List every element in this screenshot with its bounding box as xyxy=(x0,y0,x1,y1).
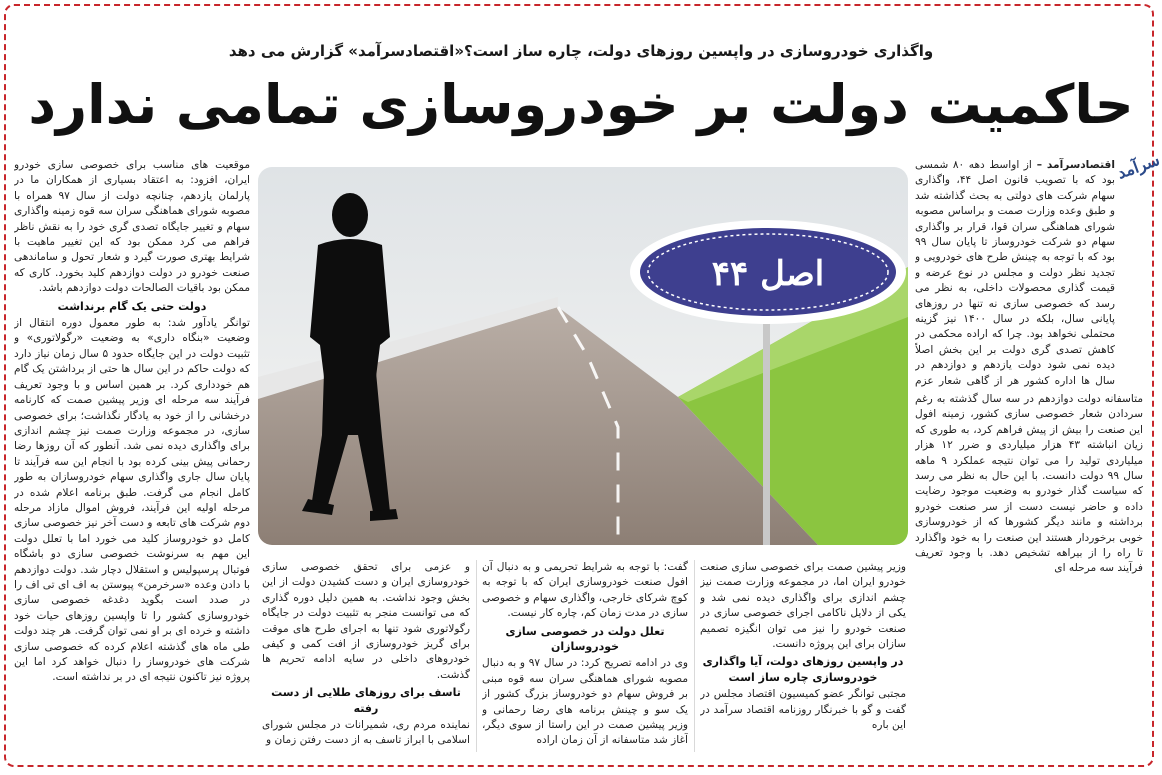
road-illustration xyxy=(258,167,908,545)
bottom-column-2-text-2: وی در ادامه تصریح کرد: در سال ۹۷ و به دنبال مصوبه شورای هماهنگی سران سه قوه مبنی بر فروش سهام دو خودروساز بزرگ کشور از یک سو و چینش برنامه های رضا رحمانی و وزیر پیشین صمت در این راستا از سوی دیگر، آغاز شد متاسفانه از آن زمان اراده xyxy=(482,657,688,747)
sign-pole xyxy=(763,317,770,545)
bottom-column-2-heading: تعلل دولت در خصوصی سازی خودروسازان xyxy=(505,624,665,654)
bottom-column-3 xyxy=(262,560,470,756)
bottom-column-1-text-2: مجتبی توانگر عضو کمیسیون اقتصاد مجلس در گفت و گو با خبرنگار روزنامه اقتصاد سرآمد در این باره xyxy=(700,688,906,732)
article-lead: اقتصادسرآمد – xyxy=(1031,159,1115,171)
bottom-column-3-text-1: و عزمی برای تحقق خصوصی سازی خودروسازی ایران و دست کشیدن دولت از این بخش وجود نداشت. به همین دلیل دوره گذاری که می توانست منجر به تثبیت دولت در جایگاه رگولاتوری شود تنها به اجرای طرح های موقت برای گریز خودروسازی از افت کمی و کیفی خودروهای داخلی در سایه ادامه تحریم ها گذشت. xyxy=(262,561,470,681)
left-column xyxy=(14,158,250,756)
bottom-column-3-text-2: نماینده مردم ری، شمیرانات در مجلس شورای اسلامی با ابراز تاسف به از دست رفتن زمان و xyxy=(262,719,470,747)
kicker: واگذاری خودروسازی در واپسین روزهای دولت، چاره ساز است؟«اقتصادسرآمد» گزارش می دهد xyxy=(228,42,934,60)
bottom-column-1 xyxy=(700,560,906,756)
right-column xyxy=(915,158,1115,390)
article-photo xyxy=(258,167,908,545)
left-column-text-2: توانگر یادآور شد: به طور معمول دوره انتقال از وضعیت «بنگاه داری» به وضعیت «رگولاتوری» و تثبیت دولت در این جایگاه حدود ۵ سال زمان نیاز دارد که دولت حاکم در این سال ها حتی از برداشتن یک گام هم خودداری کرد. بر همین اساس و با وجود تعریف فرآیند سه مرحله ای وزیر پیشین صمت که کارنامه درخشانی را از خود به یادگار نگذاشت؛ برای خصوصی سازی، در مجموعه وزارت صمت نیز چشم اندازی برای واگذاری دیده نمی شد. آنطور که آن روزها رضا رحمانی پیش بینی کرده بود با انجام این سه فرآیند تا پایان سال جاری واگذاری سهام خودروسازان به طور کامل انجام می گرفت. طبق برنامه اعلام شده در مرحله اولیه این فرآیند، فروش اموال مازاد مرحله دوم شرکت های تابعه و دست آخر نیز خصوصی سازی کامل دو خودروساز کلید می خورد اما با تعلل دولت این مهم به سرنوشت خصوصی سازی دو باشگاه فوتبال پرسپولیس و استقلال دچار شد. دولت دوازدهم با دادن وعده «سرخرمن» پیوستن به اف ای تی اف را در صدد است بگوید دغدغه خصوصی سازی خودروسازی کشور را تا واپسین روزهای حیات خود داشته و خرده ای بر او نمی توان گرفت. هر چند دولت طی ماه های گذشته اعلام کرده که خصوصی سازی شرکت های خودروساز را دنبال خواهد کرد اما این پروژه نیز تاکنون نتیجه ای در بر نداشته است. xyxy=(14,317,250,684)
bottom-column-1-text-1: وزیر پیشین صمت برای خصوصی سازی صنعت خودرو ایران اما، در مجموعه وزارت صمت نیز چشم اندازی برای واگذاری دیده نمی شد و یکی از دلایل ناکامی اجرای خصوصی سازی در صنعت خودرو را نیز می توان انگیزه تصمیم سازان برای این پروژه دانست. xyxy=(700,561,906,651)
left-column-text-1: موقعیت های مناسب برای خصوصی سازی خودرو ایران، افزود: به اعتقاد بسیاری از همکاران ما در پارلمان یازدهم، چنانچه دولت از سال ۹۷ همراه با مصوبه شورای هماهنگی سران سه قوه زمینه واگذاری سهام و تغییر جایگاه تصدی گری خود را به نقش ناظر فراهم می کرد ممکن بود که این تغییر ماهیت با شرایط بهتری صورت گیرد و شعار تحول و ساماندهی صنعت خودرو در دولت دوازدهم کلید بخورد. کاری که ممکن بود باقیات الصالحات دولت دوازدهم باشد. xyxy=(14,159,250,295)
right-column-text-2: متاسفانه دولت دوازدهم در سه سال گذشته به رغم سردادن شعار خصوصی سازی کشور، زمینه افول این صنعت را بیش از پیش فراهم کرد، به طوری که زیان انباشته ۴۳ هزار میلیاردی و ضرر ۱۲ هزار میلیاردی تولید را می توان نتیجه عملکرد ۹ ماهه سال ۹۹ دولت دانست. با این حال به نظر می رسد که سیاست گذار خودرو به وضعیت موجود رضایت داده و حاضر نیست دست از سر صنعت خودرو برداشته و مانند دیگر کشورها که از خودروسازی خوبی برخوردار هستند این صنعت را به خود واگذارد تا راه را از بیراهه تشخیص دهد. با وجود تعریف فرآیند سه مرحله ای xyxy=(915,393,1143,575)
column-divider xyxy=(476,560,477,752)
right-column-continued xyxy=(915,392,1143,756)
left-column-heading: دولت حتی یک گام برنداشت xyxy=(57,299,207,313)
sign-text: اصل ۴۴ xyxy=(711,254,825,294)
bottom-column-1-heading: در واپسین روزهای دولت، آیا واگذاری خودروسازی چاره ساز است xyxy=(702,655,904,684)
bottom-column-2 xyxy=(482,560,688,756)
headline: حاکمیت دولت بر خودروسازی تمامی ندارد xyxy=(28,73,1134,136)
logo: سرآمد xyxy=(1114,149,1162,183)
right-column-text: از اواسط دهه ۸۰ شمسی بود که با تصویب قانون اصل ۴۴، واگذاری سهام شرکت های دولتی به بحث گذاشته شد و طبق وعده وزارت صمت و براساس مصوبه شورای هماهنگی سران قوا، قرار بر واگذاری سهام دو شرکت خودروساز تا پایان سال ۹۹ بود که با توجه به چینش طرح های خودرویی و تجدید نظر دولت و مجلس در نوع عرضه و قیمت گذاری محصولات داخلی، به نظر می رسد که خصوصی سازی نه تنها در روزهای پایانی سال، بلکه در سال ۱۴۰۰ نیز گزینه محتملی نخواهد بود. چرا که اراده محکمی در کاهش تصدی گری دولت بر این بخش اصلاً دیده نمی شود دولت یازدهم و دوازدهم در سال ها اداره کشور هر از گاهی شعار عزم xyxy=(915,159,1115,387)
bottom-column-2-text-1: گفت: با توجه به شرایط تحریمی و به دنبال آن افول صنعت خودروسازی ایران که با توجه به کوچ شرکای خارجی، واگذاری سهام و خصوصی سازی در مدت زمان کم، چاره کار نیست. xyxy=(482,561,688,620)
bottom-column-3-heading: تاسف برای روزهای طلایی از دست رفته xyxy=(271,686,461,715)
column-divider xyxy=(694,560,695,752)
